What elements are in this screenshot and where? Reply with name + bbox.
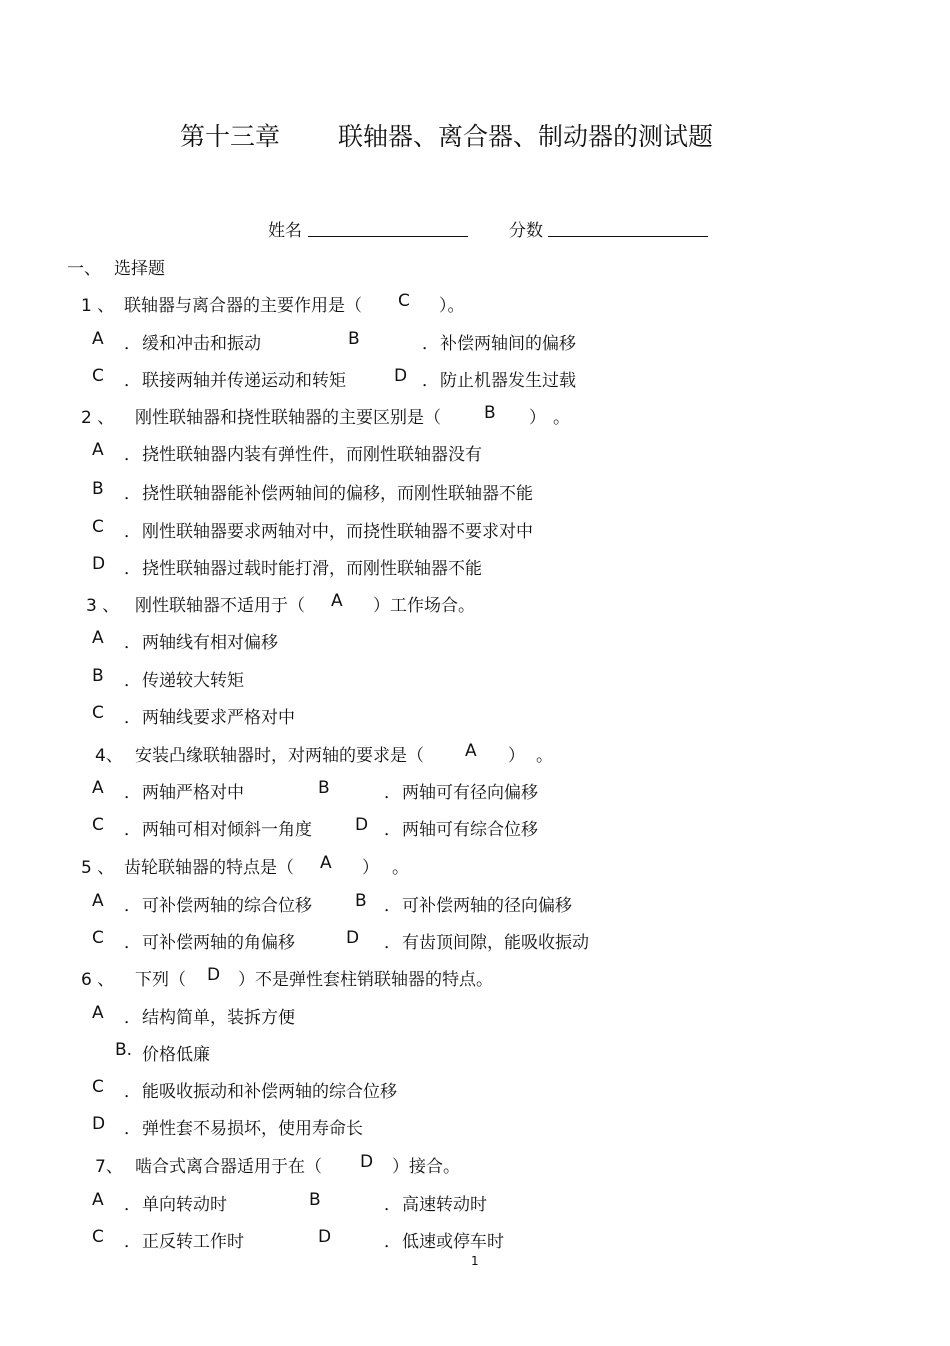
option-dot: ． — [124, 371, 141, 391]
option-dot: ． — [384, 783, 401, 803]
option-text: 高速转动时 — [402, 1195, 487, 1215]
option-text: 挠性联轴器能补偿两轴间的偏移，而刚性联轴器不能 — [142, 484, 533, 504]
option-letter: C — [92, 1227, 104, 1247]
score-field[interactable] — [548, 236, 708, 237]
question-end: 。 — [553, 408, 570, 428]
question-answer: A — [465, 741, 477, 761]
option-letter: B — [309, 1190, 321, 1210]
option-dot: ． — [124, 559, 141, 579]
option-text: 可补偿两轴的径向偏移 — [402, 896, 572, 916]
option-dot: ． — [124, 1195, 141, 1215]
option-text: 缓和冲击和振动 — [142, 334, 261, 354]
option-dot: ． — [124, 522, 141, 542]
option-letter: C — [92, 928, 104, 948]
option-text: 防止机器发生过载 — [440, 371, 576, 391]
question-number: 6 、 — [81, 970, 115, 990]
option-letter: C — [92, 517, 104, 537]
question-answer: D — [207, 965, 221, 985]
option-dot: ． — [124, 1082, 141, 1102]
option-dot: ． — [384, 1232, 401, 1252]
option-letter: A — [92, 891, 104, 911]
question-close: ）接合。 — [392, 1157, 460, 1177]
option-letter: A — [92, 1003, 104, 1023]
question-close: ） — [529, 408, 546, 428]
question-answer: C — [398, 291, 410, 311]
page-number: 1 — [471, 1254, 479, 1268]
question-close: ） — [362, 858, 379, 878]
question-text: 联轴器与离合器的主要作用是（ — [124, 296, 362, 316]
option-text: 两轴可有综合位移 — [402, 820, 538, 840]
option-letter: B. — [115, 1040, 133, 1060]
option-dot: ． — [124, 820, 141, 840]
option-letter: D — [92, 554, 106, 574]
question-text: 啮合式离合器适用于在（ — [135, 1157, 322, 1177]
option-text: 两轴可相对倾斜一角度 — [142, 820, 312, 840]
option-dot: ． — [124, 1119, 141, 1139]
question-number: 1 、 — [81, 296, 115, 316]
option-text: 能吸收振动和补偿两轴的综合位移 — [142, 1082, 397, 1102]
name-label: 姓名 — [268, 221, 302, 241]
question-end: 。 — [392, 858, 409, 878]
score-label: 分数 — [509, 221, 543, 241]
question-number: 2 、 — [81, 408, 115, 428]
option-text: 弹性套不易损坏，使用寿命长 — [142, 1119, 363, 1139]
question-close: ）。 — [439, 296, 465, 316]
option-text: 传递较大转矩 — [142, 671, 244, 691]
option-dot: ． — [124, 896, 141, 916]
option-dot: ． — [124, 1008, 141, 1028]
option-text: 挠性联轴器过载时能打滑，而刚性联轴器不能 — [142, 559, 482, 579]
question-text: 下列（ — [135, 970, 186, 990]
option-dot: ． — [124, 671, 141, 691]
option-letter: A — [92, 1190, 104, 1210]
option-letter: B — [348, 329, 360, 349]
option-text: 两轴线要求严格对中 — [142, 708, 295, 728]
option-dot: ． — [384, 820, 401, 840]
question-answer: A — [320, 853, 332, 873]
question-end: 。 — [536, 746, 553, 766]
question-text: 刚性联轴器和挠性联轴器的主要区别是（ — [135, 408, 441, 428]
question-close: ）不是弹性套柱销联轴器的特点。 — [238, 970, 493, 990]
option-letter: D — [92, 1114, 106, 1134]
option-letter: C — [92, 815, 104, 835]
option-dot: ． — [384, 933, 401, 953]
question-close: ）工作场合。 — [373, 596, 475, 616]
option-letter: D — [394, 366, 408, 386]
question-number: 4、 — [95, 746, 123, 766]
option-letter: B — [92, 479, 104, 499]
option-letter: A — [92, 440, 104, 460]
option-letter: D — [346, 928, 360, 948]
option-text: 补偿两轴间的偏移 — [440, 334, 576, 354]
name-field[interactable] — [308, 236, 468, 237]
option-text: 两轴严格对中 — [142, 783, 244, 803]
option-dot: ． — [124, 783, 141, 803]
question-answer: D — [360, 1152, 374, 1172]
question-text: 齿轮联轴器的特点是（ — [124, 858, 294, 878]
option-text: 结构简单，装拆方便 — [142, 1008, 295, 1028]
page-title: 联轴器、离合器、制动器的测试题 — [338, 122, 714, 151]
question-text: 安装凸缘联轴器时，对两轴的要求是（ — [135, 746, 424, 766]
option-text: 联接两轴并传递运动和转矩 — [142, 371, 346, 391]
option-letter: C — [92, 703, 104, 723]
option-letter: A — [92, 329, 104, 349]
question-number: 7、 — [95, 1157, 123, 1177]
question-close: ） — [508, 746, 525, 766]
option-dot: ． — [124, 1232, 141, 1252]
option-text: 正反转工作时 — [142, 1232, 244, 1252]
question-number: 5 、 — [81, 858, 115, 878]
question-answer: B — [484, 403, 496, 423]
option-dot: ． — [124, 334, 141, 354]
option-letter: C — [92, 366, 104, 386]
question-number: 3 、 — [86, 596, 120, 616]
option-text: 价格低廉 — [142, 1045, 210, 1065]
option-text: 有齿顶间隙，能吸收振动 — [402, 933, 589, 953]
option-text: 挠性联轴器内装有弹性件，而刚性联轴器没有 — [142, 445, 482, 465]
option-letter: B — [355, 891, 367, 911]
option-letter: D — [318, 1227, 332, 1247]
option-text: 低速或停车时 — [402, 1232, 504, 1252]
option-text: 单向转动时 — [142, 1195, 227, 1215]
option-letter: D — [355, 815, 369, 835]
section-heading: 选择题 — [114, 259, 165, 279]
option-dot: ． — [124, 445, 141, 465]
option-letter: A — [92, 628, 104, 648]
option-letter: B — [92, 666, 104, 686]
option-text: 可补偿两轴的角偏移 — [142, 933, 295, 953]
option-dot: ． — [124, 933, 141, 953]
question-text: 刚性联轴器不适用于（ — [135, 596, 305, 616]
option-dot: ． — [124, 484, 141, 504]
option-dot: ． — [422, 371, 439, 391]
section-number: 一、 — [67, 259, 101, 279]
question-answer: A — [331, 591, 343, 611]
option-text: 两轴可有径向偏移 — [402, 783, 538, 803]
option-text: 可补偿两轴的综合位移 — [142, 896, 312, 916]
option-letter: A — [92, 778, 104, 798]
option-dot: ． — [384, 1195, 401, 1215]
option-text: 两轴线有相对偏移 — [142, 633, 278, 653]
option-letter: B — [318, 778, 330, 798]
option-dot: ． — [422, 334, 439, 354]
option-dot: ． — [124, 708, 141, 728]
chapter-number: 第十三章 — [180, 122, 281, 151]
option-dot: ． — [124, 633, 141, 653]
option-letter: C — [92, 1077, 104, 1097]
option-text: 刚性联轴器要求两轴对中，而挠性联轴器不要求对中 — [142, 522, 533, 542]
option-dot: ． — [384, 896, 401, 916]
